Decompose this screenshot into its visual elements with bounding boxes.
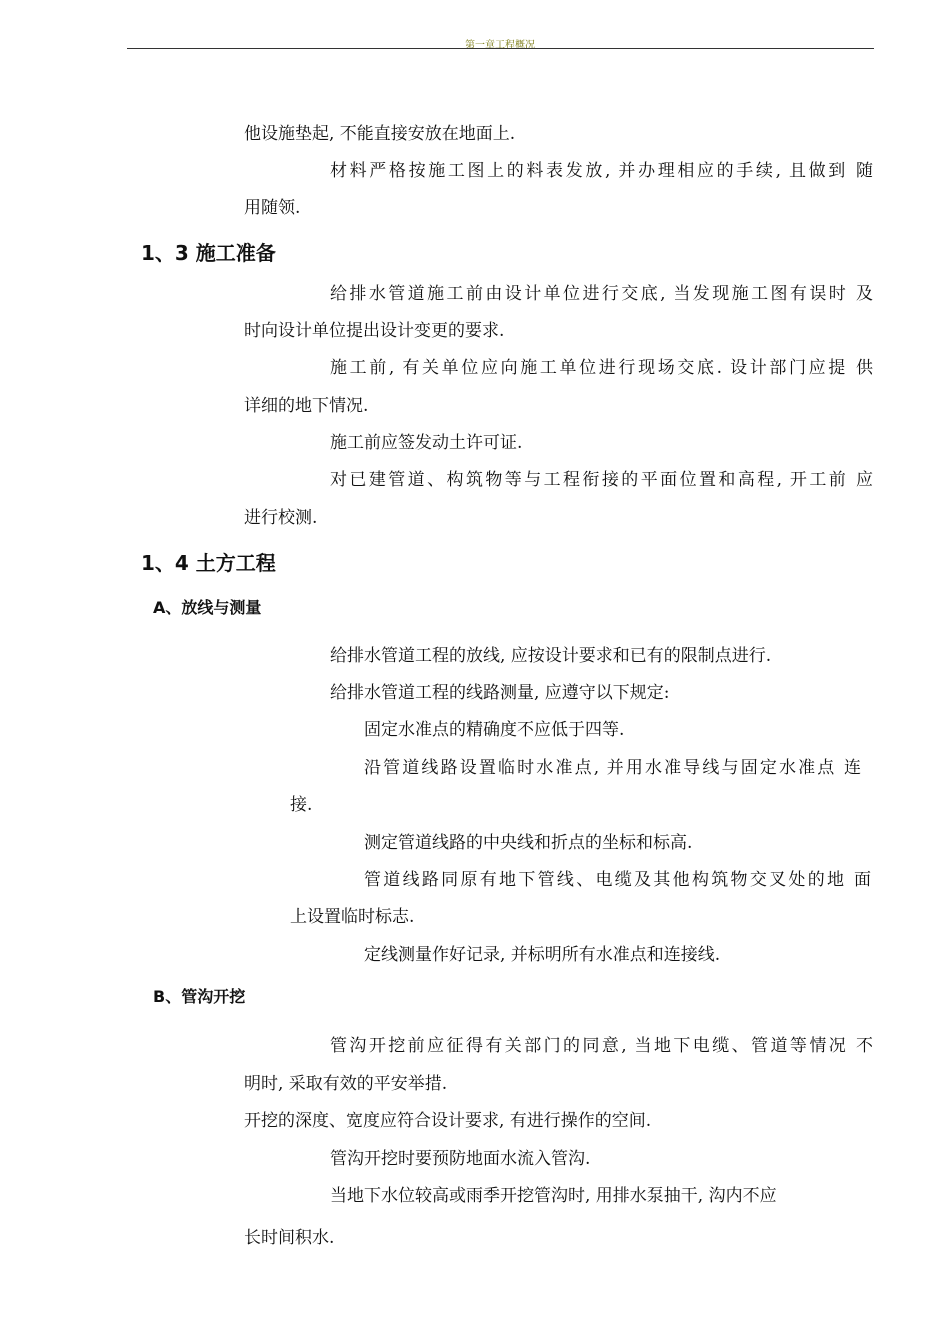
section-heading-1-3: 1、3 施工准备 [141, 241, 276, 265]
body-line: 固定水准点的精确度不应低于四等. [364, 720, 625, 740]
body-line: 管沟开挖前应征得有关部门的同意, 当地下电缆、管道等情况 不 [330, 1036, 873, 1056]
body-line: 明时, 采取有效的平安举措. [244, 1074, 448, 1094]
header-divider [127, 48, 874, 49]
body-line: 详细的地下情况. [244, 396, 369, 416]
subsection-heading-b: B、管沟开挖 [153, 987, 246, 1006]
subsection-heading-a: A、放线与测量 [153, 598, 262, 617]
body-line: 给排水管道施工前由设计单位进行交底, 当发现施工图有误时 及 [330, 284, 873, 304]
body-line: 他设施垫起, 不能直接安放在地面上. [244, 124, 516, 144]
body-line: 进行校测. [244, 508, 318, 528]
section-heading-1-4: 1、4 土方工程 [141, 551, 276, 575]
body-line: 管沟开挖时要预防地面水流入管沟. [330, 1149, 591, 1169]
body-line: 给排水管道工程的放线, 应按设计要求和已有的限制点进行. [330, 646, 772, 666]
body-line: 开挖的深度、宽度应符合设计要求, 有进行操作的空间. [244, 1111, 652, 1131]
body-line: 材料严格按施工图上的料表发放, 并办理相应的手续, 且做到 随 [330, 161, 873, 181]
body-line: 施工前, 有关单位应向施工单位进行现场交底. 设计部门应提 供 [330, 358, 873, 378]
body-line: 施工前应签发动土许可证. [330, 433, 523, 453]
body-line: 接. [290, 795, 313, 815]
body-line: 定线测量作好记录, 并标明所有水准点和连接线. [364, 945, 721, 965]
body-line: 用随领. [244, 198, 301, 218]
body-line: 对已建管道、构筑物等与工程衔接的平面位置和高程, 开工前 应 [330, 470, 873, 490]
body-line: 测定管道线路的中央线和折点的坐标和标高. [364, 833, 693, 853]
body-line: 当地下水位较高或雨季开挖管沟时, 用排水泵抽干, 沟内不应 [330, 1186, 777, 1206]
body-line: 沿管道线路设置临时水准点, 并用水准导线与固定水准点 连 [364, 758, 861, 778]
body-line: 时向设计单位提出设计变更的要求. [244, 321, 505, 341]
running-header-title: 第一章工程概况 [465, 40, 535, 51]
body-line: 上设置临时标志. [290, 907, 415, 927]
body-line: 管道线路同原有地下管线、电缆及其他构筑物交叉处的地 面 [364, 870, 871, 890]
body-line: 给排水管道工程的线路测量, 应遵守以下规定: [330, 683, 670, 703]
body-line: 长时间积水. [244, 1228, 335, 1248]
